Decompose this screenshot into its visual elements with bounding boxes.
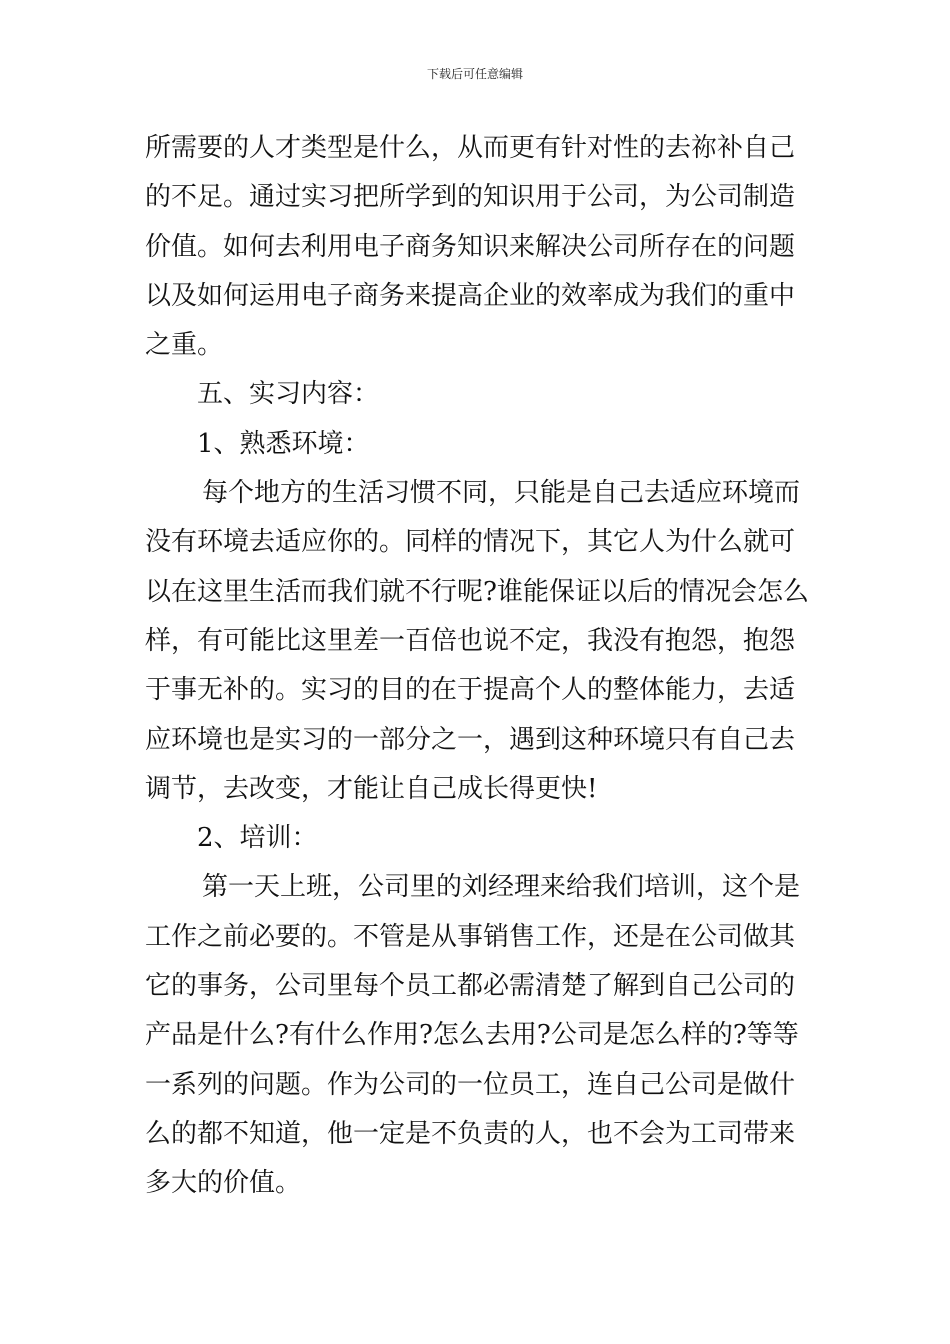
- page-header: 下载后可任意编辑: [426, 67, 523, 81]
- paragraph-line: 调节，去改变，才能让自己成长得更快!: [145, 773, 598, 804]
- paragraph-line: 工作之前必要的。不管是从事销售工作，还是在公司做其: [145, 921, 796, 952]
- paragraph-line: 以在这里生活而我们就不行呢?谁能保证以后的情况会怎么: [145, 576, 809, 607]
- paragraph-line: 没有环境去适应你的。同样的情况下，其它人为什么就可: [145, 527, 796, 558]
- paragraph-line: 多大的价值。: [145, 1168, 302, 1199]
- paragraph-line: 样，有可能比这里差一百倍也说不定，我没有抱怨，抱怨: [145, 625, 796, 656]
- paragraph-line: 所需要的人才类型是什么，从而更有针对性的去祢补自己: [145, 133, 796, 163]
- paragraph-line: 一系列的问题。作为公司的一位员工，连自己公司是做什: [145, 1069, 796, 1100]
- paragraph-line: 应环境也是实习的一部分之一，遇到这种环境只有自己去: [145, 724, 796, 755]
- section-heading-5: 五、实习内容：: [197, 379, 380, 410]
- subheading-2: 2、培训：: [197, 823, 318, 854]
- paragraph-line: 以及如何运用电子商务来提高企业的效率成为我们的重中: [145, 280, 796, 311]
- paragraph-line: 的不足。通过实习把所学到的知识用于公司，为公司制造: [145, 182, 796, 213]
- paragraph-line: 于事无补的。实习的目的在于提高个人的整体能力，去适: [145, 675, 796, 706]
- paragraph-line: 它的事务，公司里每个员工都必需清楚了解到自己公司的: [145, 971, 796, 1002]
- paragraph-line: 么的都不知道，他一定是不负责的人，也不会为工司带来: [145, 1118, 796, 1149]
- paragraph-line: 价值。如何去利用电子商务知识来解决公司所存在的问题: [145, 231, 796, 262]
- subheading-1: 1、熟悉环境：: [197, 428, 370, 459]
- paragraph-line: 产品是什么?有什么作用?怎么去用?公司是怎么样的?等等: [145, 1020, 799, 1051]
- document-body: [145, 124, 810, 1209]
- paragraph-line: 第一天上班，公司里的刘经理来给我们培训，这个是: [202, 872, 801, 903]
- paragraph-line: 之重。: [145, 330, 224, 361]
- paragraph-line: 每个地方的生活习惯不同，只能是自己去适应环境而: [202, 478, 801, 509]
